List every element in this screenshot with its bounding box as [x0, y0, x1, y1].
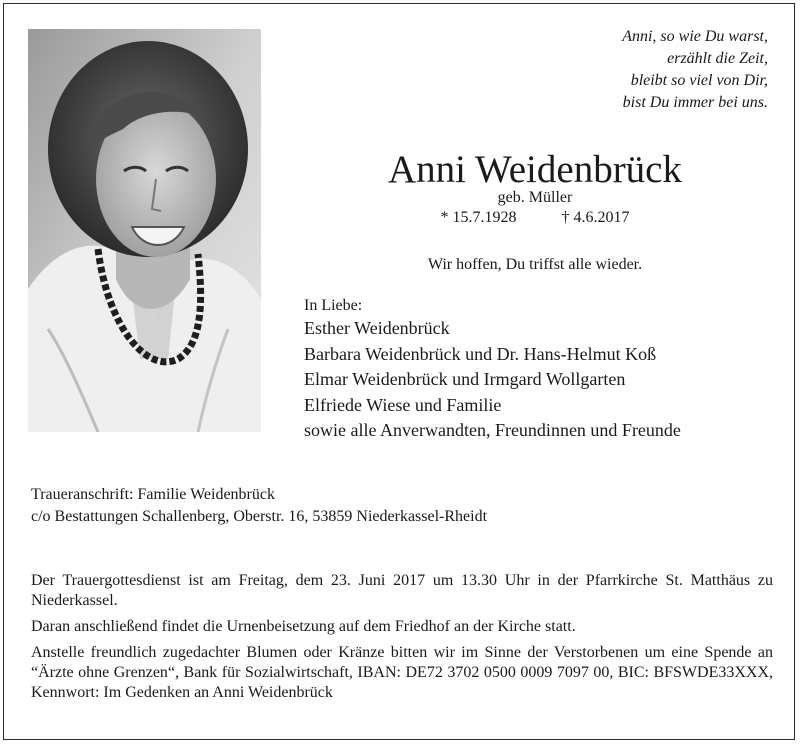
- poem-line: bist Du immer bei uns.: [622, 94, 768, 111]
- portrait-photo: [28, 29, 261, 432]
- birth-date: * 15.7.1928: [440, 209, 517, 226]
- poem-line: erzählt die Zeit,: [667, 50, 768, 67]
- hope-line: Wir hoffen, Du triffst alle wieder.: [427, 256, 643, 273]
- mourning-address: [31, 484, 487, 528]
- life-dates: [300, 208, 770, 228]
- memorial-poem: [468, 26, 768, 114]
- mourner-name: sowie alle Anverwandten, Freundinnen und Freunde: [304, 420, 681, 440]
- address-line: Traueranschrift: Familie Weidenbrück: [31, 486, 275, 503]
- mourners-intro: In Liebe:: [304, 297, 363, 314]
- mourner-name: Elfriede Wiese und Familie: [304, 394, 502, 415]
- service-info: [31, 571, 773, 709]
- poem-line: Anni, so wie Du warst,: [622, 28, 768, 45]
- mourners-list: [304, 316, 681, 444]
- mourner-name: Esther Weidenbrück: [304, 318, 450, 338]
- poem-line: bleibt so viel von Dir,: [630, 72, 768, 89]
- mourner-name: Elmar Weidenbrück und Irmgard Wollgarten: [304, 369, 626, 389]
- address-line: c/o Bestattungen Schallenberg, Oberstr. 16, 53859 Niederkassel-Rheidt: [31, 508, 488, 525]
- birth-name: geb. Müller: [497, 189, 573, 206]
- death-date: † 4.6.2017: [561, 209, 630, 226]
- deceased-name: Anni Weidenbrück: [388, 148, 682, 191]
- donation-paragraph: Anstelle freundlich zugedachter Blumen oder Kränze bitten wir im Sinne der Verstorbenen um eine Spende an “Ärzte ohne Grenzen“, Bank für Sozialwirtschaft, IBAN: DE72 3702 0500 0009 7097 00, BIC: BFSWDE33XXX, Kennwort: Im Gedenken an Anni Weidenbrück: [31, 644, 773, 701]
- mourner-name: Barbara Weidenbrück und Dr. Hans-Helmut Koß: [304, 343, 657, 364]
- service-paragraph: Der Trauergottesdienst ist am Freitag, dem 23. Juni 2017 um 13.30 Uhr in der Pfarrkirche St. Matthäus zu Niederkassel.: [31, 572, 773, 609]
- burial-paragraph: Daran anschließend findet die Urnenbeisetzung auf dem Friedhof an der Kirche statt.: [31, 618, 576, 635]
